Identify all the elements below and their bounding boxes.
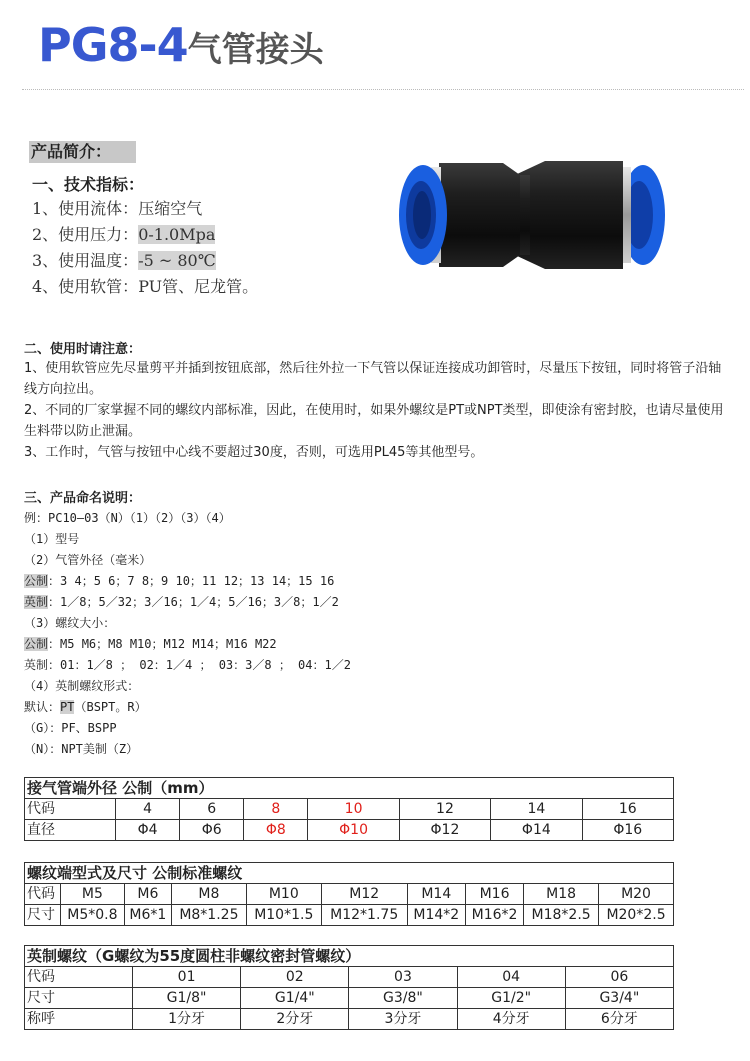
table-cell: M16*2 <box>465 905 523 926</box>
table-cell: 14 <box>491 799 582 820</box>
spec-item <box>32 222 215 245</box>
table-cell: M8 <box>171 884 246 905</box>
table-cell: Φ6 <box>180 820 244 841</box>
table-cell: M6 <box>124 884 171 905</box>
default-prefix: 默认： <box>24 700 61 714</box>
table-cell: M16 <box>465 884 523 905</box>
table-cell: 02 <box>241 967 349 988</box>
thread-size-table <box>24 862 674 926</box>
imperial-thread-table <box>24 945 674 1030</box>
table-cell: M20 <box>599 884 674 905</box>
table-cell: M20*2.5 <box>599 905 674 926</box>
fitting-image <box>395 145 675 285</box>
table-cell: 6分牙 <box>565 1009 673 1030</box>
spec-prefix: 2、使用压力： <box>32 225 139 244</box>
metric-thread-sizes: ：M5 M6；M8 M10；M12 M14；M16 M22 <box>48 637 277 651</box>
title-code: PG8-4 <box>38 18 188 72</box>
table-cell: 16 <box>582 799 673 820</box>
metric-key: 公制 <box>24 637 49 651</box>
table-cell: M12*1.75 <box>321 905 407 926</box>
table-cell: M5 <box>61 884 125 905</box>
table-cell: G1/2" <box>457 988 565 1009</box>
table-cell: 3分牙 <box>349 1009 457 1030</box>
table-cell: G1/4" <box>241 988 349 1009</box>
table-cell: M10*1.5 <box>246 905 321 926</box>
naming-line: （N）：NPT美制（Z） <box>24 742 139 756</box>
table-cell: 10 <box>308 799 399 820</box>
table-cell: Φ4 <box>116 820 180 841</box>
naming-line: （1）型号 <box>24 532 80 546</box>
spec-value: 压缩空气 <box>138 199 203 218</box>
metric-tube-sizes: ：3 4；5 6；7 8；9 10；11 12；13 14；15 16 <box>48 574 335 588</box>
intro-heading: 产品简介： <box>29 141 136 163</box>
table-cell: M18 <box>524 884 599 905</box>
row-label: 代码 <box>25 884 61 905</box>
table-title: 螺纹端型式及尺寸 公制标准螺纹 <box>25 863 674 884</box>
table-cell: 4 <box>116 799 180 820</box>
table-cell: G3/4" <box>565 988 673 1009</box>
spec-value: 0-1.0Mpa <box>138 225 216 244</box>
table-cell: 06 <box>565 967 673 988</box>
spec-prefix: 1、使用流体： <box>32 199 139 218</box>
naming-line: 英制：01：1／8 ； 02：1／4 ； 03：3／8 ； 04：1／2 <box>24 658 351 672</box>
table-cell: Φ10 <box>308 820 399 841</box>
title-name: 气管接头 <box>187 30 324 70</box>
table-cell: 04 <box>457 967 565 988</box>
divider <box>22 89 744 90</box>
naming-heading: 三、产品命名说明： <box>24 491 142 506</box>
spec-heading: 一、技术指标： <box>32 175 145 194</box>
note-paragraph: 2、不同的厂家掌握不同的螺纹内部标准，因此，在使用时，如果外螺纹是PT或NPT类型，即使涂有密封胶，也请尽量使用生料带以防止泄漏。 <box>24 403 724 439</box>
page-title <box>38 18 324 72</box>
table-title: 接气管端外径 公制（mm） <box>25 778 674 799</box>
row-label: 代码 <box>25 799 116 820</box>
spec-item <box>32 248 216 271</box>
table-cell: 4分牙 <box>457 1009 565 1030</box>
spec-value: -5 ~ 80℃ <box>138 251 216 270</box>
table-cell: M18*2.5 <box>524 905 599 926</box>
note-paragraph: 1、使用软管应先尽量剪平并插到按钮底部，然后往外拉一下气管以保证连接成功卸管时，尽量压下按钮，同时将管子沿轴线方向拉出。 <box>24 361 722 397</box>
naming-line: （3）螺纹大小： <box>24 616 116 630</box>
table-cell: Φ8 <box>244 820 308 841</box>
default-key: PT <box>60 700 75 714</box>
notes-heading: 二、使用时请注意： <box>24 342 142 357</box>
table-cell: G1/8" <box>133 988 241 1009</box>
naming-example: 例：PC10—03（N）（1）（2）（3）（4） <box>24 511 231 525</box>
imperial-tube-sizes: ：1／8；5／32；3／16；1／4；5／16；3／8；1／2 <box>48 595 339 609</box>
naming-line: （2）气管外径（毫米） <box>24 553 152 567</box>
table-cell: M5*0.8 <box>61 905 125 926</box>
naming-line <box>24 593 339 610</box>
tube-diameter-table <box>24 777 674 841</box>
row-label: 尺寸 <box>25 905 61 926</box>
table-row <box>25 967 674 988</box>
table-cell: M14*2 <box>407 905 465 926</box>
table-cell: 12 <box>399 799 490 820</box>
table-title: 英制螺纹（G螺纹为55度圆柱非螺纹密封管螺纹） <box>25 946 674 967</box>
table-cell: M10 <box>246 884 321 905</box>
spec-prefix: 3、使用温度： <box>32 251 139 270</box>
spec-item <box>32 196 202 219</box>
note-paragraph: 3、工作时，气管与按钮中心线不要超过30度，否则，可选用PL45等其他型号。 <box>24 445 484 460</box>
metric-key: 公制 <box>24 574 49 588</box>
table-row <box>25 1009 674 1030</box>
table-row <box>25 905 674 926</box>
row-label: 直径 <box>25 820 116 841</box>
spec-value: PU管、尼龙管。 <box>138 277 259 296</box>
table-cell: M14 <box>407 884 465 905</box>
naming-line: （G）：PF、BSPP <box>24 721 117 735</box>
table-cell: M8*1.25 <box>171 905 246 926</box>
naming-line: （4）英制螺纹形式： <box>24 679 140 693</box>
row-label: 代码 <box>25 967 133 988</box>
table-cell: Φ12 <box>399 820 490 841</box>
table-row <box>25 988 674 1009</box>
table-cell: 8 <box>244 799 308 820</box>
table-cell: Φ14 <box>491 820 582 841</box>
imperial-key: 英制 <box>24 595 49 609</box>
naming-line <box>24 635 277 652</box>
row-label: 称呼 <box>25 1009 133 1030</box>
naming-line <box>24 698 147 715</box>
table-row <box>25 820 674 841</box>
spec-prefix: 4、使用软管： <box>32 277 139 296</box>
table-row <box>25 884 674 905</box>
table-cell: 6 <box>180 799 244 820</box>
table-cell: Φ16 <box>582 820 673 841</box>
default-suffix: （BSPT。R） <box>74 700 147 714</box>
table-cell: G3/8" <box>349 988 457 1009</box>
row-label: 尺寸 <box>25 988 133 1009</box>
table-cell: M6*1 <box>124 905 171 926</box>
table-cell: M12 <box>321 884 407 905</box>
table-cell: 2分牙 <box>241 1009 349 1030</box>
table-cell: 03 <box>349 967 457 988</box>
table-cell: 1分牙 <box>133 1009 241 1030</box>
spec-item <box>32 274 258 297</box>
table-row <box>25 799 674 820</box>
naming-line <box>24 572 334 589</box>
table-cell: 01 <box>133 967 241 988</box>
